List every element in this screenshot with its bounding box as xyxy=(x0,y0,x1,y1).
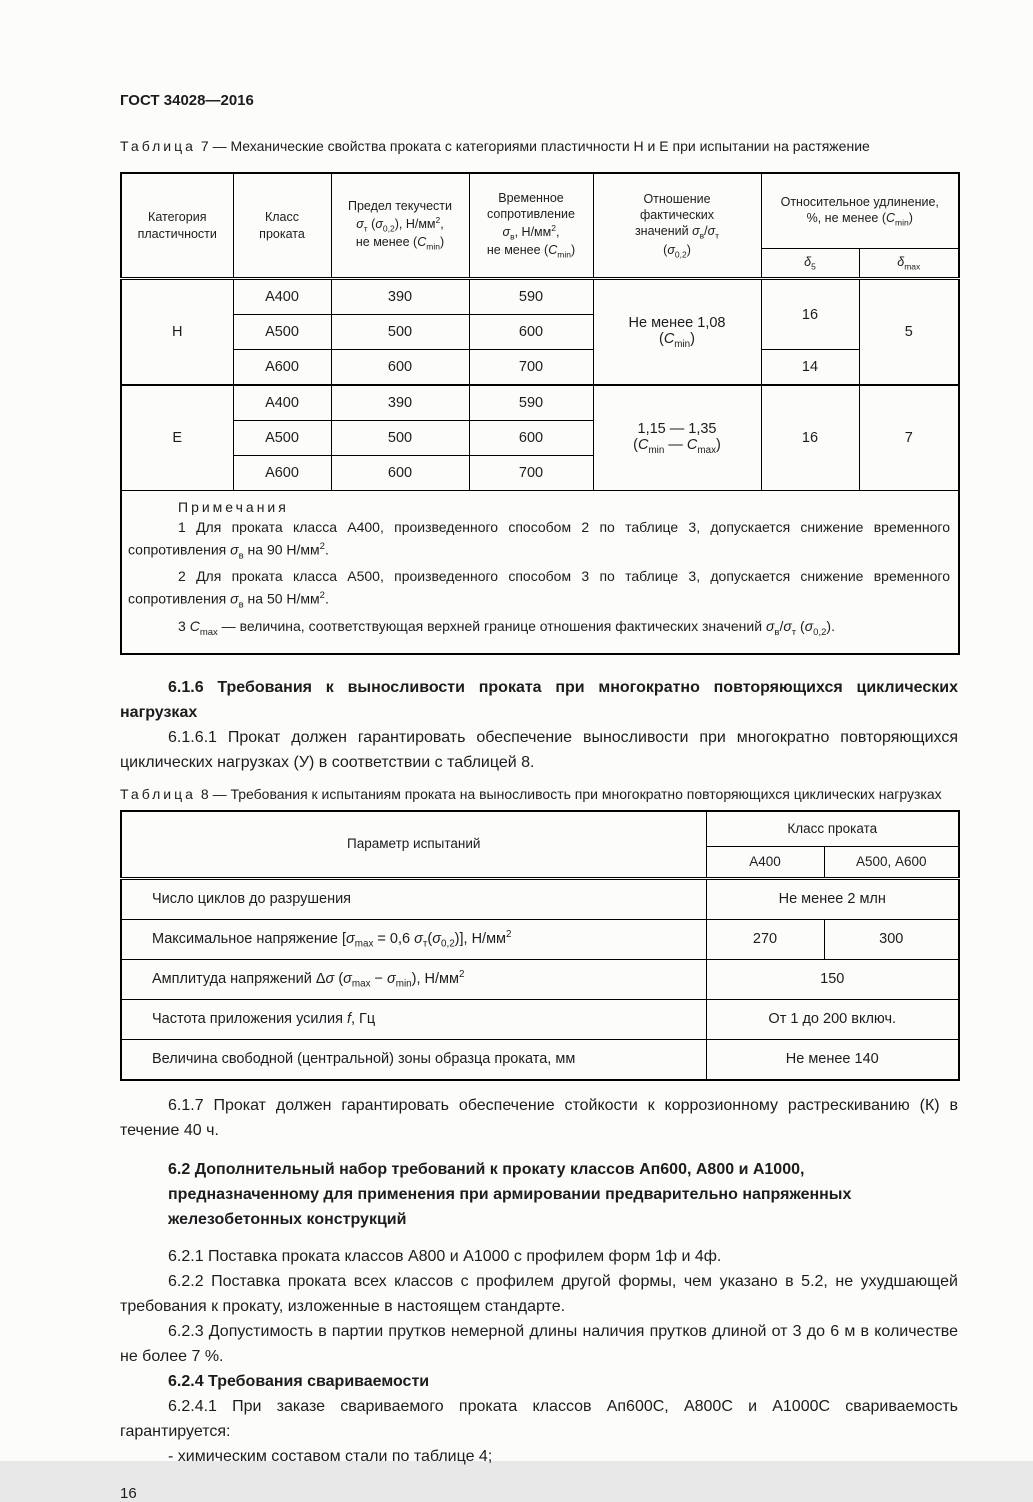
table8-col-a400: А400 xyxy=(706,846,824,878)
note-item: 3 $C_{max}$ — величина, соответствующая верхней границе отношения фактических значений $\sigma_в/\sigma_т$ $(\sigma_{0,2})$. xyxy=(178,617,835,638)
cell-category-h: Н xyxy=(121,279,233,386)
cell-yield: 390 xyxy=(331,385,469,421)
notes-title: Примечания xyxy=(178,499,289,515)
doc-header: ГОСТ 34028—2016 xyxy=(120,92,254,109)
cell-class: А600 xyxy=(233,456,331,491)
cell-ratio-h: Не менее 1,08 $(C_{min})$ xyxy=(593,279,761,386)
table8-row xyxy=(121,999,959,1039)
cell-tensile: 590 xyxy=(469,385,593,421)
para-6-2-2: 6.2.2 Поставка проката всех классов с профилем другой формы, чем указано в 5.2, не ухудшающей требования к прокату, изложенные в настоящем стандарте. xyxy=(120,1272,958,1315)
table7-row xyxy=(121,350,959,386)
cell-yield: 500 xyxy=(331,421,469,456)
table-7 xyxy=(120,172,960,655)
para-6-2-1: 6.2.1 Поставка проката классов А800 и А1000 с профилем форм 1ф и 4ф. xyxy=(168,1247,722,1265)
cell-dmax: 7 xyxy=(859,385,959,491)
table7-col-dmax: $\delta_{max}$ xyxy=(859,249,959,279)
cell-class: А400 xyxy=(233,279,331,315)
cell-yield: 600 xyxy=(331,456,469,491)
cell-value: От 1 до 200 включ. xyxy=(706,999,959,1039)
para-6-2-4-1: 6.2.4.1 При заказе свариваемого проката классов Ап600С, А800С и А1000С свариваемость гарантируется: xyxy=(120,1397,958,1440)
table8-row xyxy=(121,959,959,999)
table7-col-d5: $\delta_5$ xyxy=(761,249,859,279)
table8-caption-label: Таблица xyxy=(120,785,196,802)
page-number: 16 xyxy=(120,1484,137,1502)
table8-header-row-1 xyxy=(121,811,959,847)
list-item-chemical: - химическим составом стали по таблице 4; xyxy=(168,1447,493,1465)
cell-value-a500-a600: 300 xyxy=(824,919,959,959)
cell-d5: 16 xyxy=(761,279,859,350)
cell-class: А500 xyxy=(233,315,331,350)
para-6-2-3: 6.2.3 Допустимость в партии прутков немерной длины наличия прутков длиной от 3 до 6 м в количестве не более 7 %. xyxy=(120,1322,958,1365)
note-item: 2 Для проката класса А500, произведенного способом 3 по таблице 3, допускается снижение временного сопротивления $\sigma_в$ на 50 $Н/мм^2$. xyxy=(128,568,951,611)
cell-class: А600 xyxy=(233,350,331,386)
cell-value-a400: 270 xyxy=(706,919,824,959)
cell-param: Число циклов до разрушения xyxy=(121,878,706,919)
cell-yield: 500 xyxy=(331,315,469,350)
cell-class: А500 xyxy=(233,421,331,456)
heading-6-1-6: 6.1.6 Требования к выносливости проката при многократно повторяющихся циклических нагрузках xyxy=(120,678,958,721)
para-6-1-6-1: 6.1.6.1 Прокат должен гарантировать обеспечение выносливости при многократно повторяющихся циклических нагрузках (У) в соответствии с таблицей 8. xyxy=(120,728,958,771)
cell-category-e: Е xyxy=(121,385,233,491)
cell-value: 150 xyxy=(706,959,959,999)
cell-param: Частота приложения усилия f, Гц xyxy=(121,999,706,1039)
table7-col-tensile: Временное сопротивление $\sigma_в$, $Н/мм^2$, не менее $(C_{min})$ xyxy=(469,173,593,279)
table7-col-class: Класс проката xyxy=(233,173,331,279)
table8-row xyxy=(121,1039,959,1080)
note-item: 1 Для проката класса А400, произведенного способом 2 по таблице 3, допускается снижение временного сопротивления $\sigma_в$ на 90 $Н/мм^2$. xyxy=(128,519,951,562)
cell-yield: 600 xyxy=(331,350,469,386)
cell-yield: 390 xyxy=(331,279,469,315)
table7-row xyxy=(121,279,959,315)
table7-col-ratio: Отношение фактических значений $\sigma_в/\sigma_т$ $(\sigma_{0,2})$ xyxy=(593,173,761,279)
table8-col-a500-a600: А500, А600 xyxy=(824,846,959,878)
cell-dmax: 5 xyxy=(859,279,959,386)
cell-value: Не менее 140 xyxy=(706,1039,959,1080)
cell-tensile: 600 xyxy=(469,421,593,456)
cell-d5: 14 xyxy=(761,350,859,386)
cell-tensile: 590 xyxy=(469,279,593,315)
table7-caption xyxy=(120,137,958,156)
table8-caption-text: 8 — Требования к испытаниям проката на выносливость при многократно повторяющихся циклических нагрузках xyxy=(200,785,942,802)
cell-tensile: 700 xyxy=(469,350,593,386)
table7-notes xyxy=(121,491,959,654)
table8-row xyxy=(121,878,959,919)
para-6-1-7: 6.1.7 Прокат должен гарантировать обеспечение стойкости к коррозионному растрескиванию (К) в течение 40 ч. xyxy=(120,1096,958,1139)
table8-col-param: Параметр испытаний xyxy=(121,811,706,879)
table-8 xyxy=(120,810,960,1081)
cell-param: Максимальное напряжение [$\sigma_{max} = 0,6$ $\sigma_т(\sigma_{0,2})$], $Н/мм^2$ xyxy=(121,919,706,959)
table7-caption-label: Таблица xyxy=(120,138,196,154)
heading-6-2-4: 6.2.4 Требования свариваемости xyxy=(168,1372,430,1390)
table8-caption xyxy=(120,785,958,804)
table7-col-yield: Предел текучести $\sigma_т$ $(\sigma_{0,2})$, $Н/мм^2$, не менее $(C_{min})$ xyxy=(331,173,469,279)
table8-col-class-group: Класс проката xyxy=(706,811,959,847)
cell-param: Величина свободной (центральной) зоны образца проката, мм xyxy=(121,1039,706,1080)
cell-class: А400 xyxy=(233,385,331,421)
table7-header-row-1 xyxy=(121,173,959,249)
cell-d5: 16 xyxy=(761,385,859,491)
heading-6-2: 6.2 Дополнительный набор требований к прокату классов Ап600, А800 и А1000, предназначенному для применения при армировании предварительно напряженных железобетонных конструкций xyxy=(168,1160,852,1228)
cell-tensile: 700 xyxy=(469,456,593,491)
table7-row xyxy=(121,385,959,421)
table8-row xyxy=(121,919,959,959)
table7-notes-row xyxy=(121,491,959,654)
cell-param: Амплитуда напряжений Δσ $(\sigma_{max} - \sigma_{min})$, $Н/мм^2$ xyxy=(121,959,706,999)
table7-col-category: Категория пластичности xyxy=(121,173,233,279)
table7-col-elongation: Относительное удлинение, %, не менее $(C_{min})$ xyxy=(761,173,959,249)
table7-caption-text: 7 — Механические свойства проката с категориями пластичности Н и Е при испытании на растяжение xyxy=(200,138,870,154)
cell-ratio-e: 1,15 — 1,35 ($C_{min}$ — $C_{max}$) xyxy=(593,385,761,491)
cell-tensile: 600 xyxy=(469,315,593,350)
cell-value: Не менее 2 млн xyxy=(706,878,959,919)
